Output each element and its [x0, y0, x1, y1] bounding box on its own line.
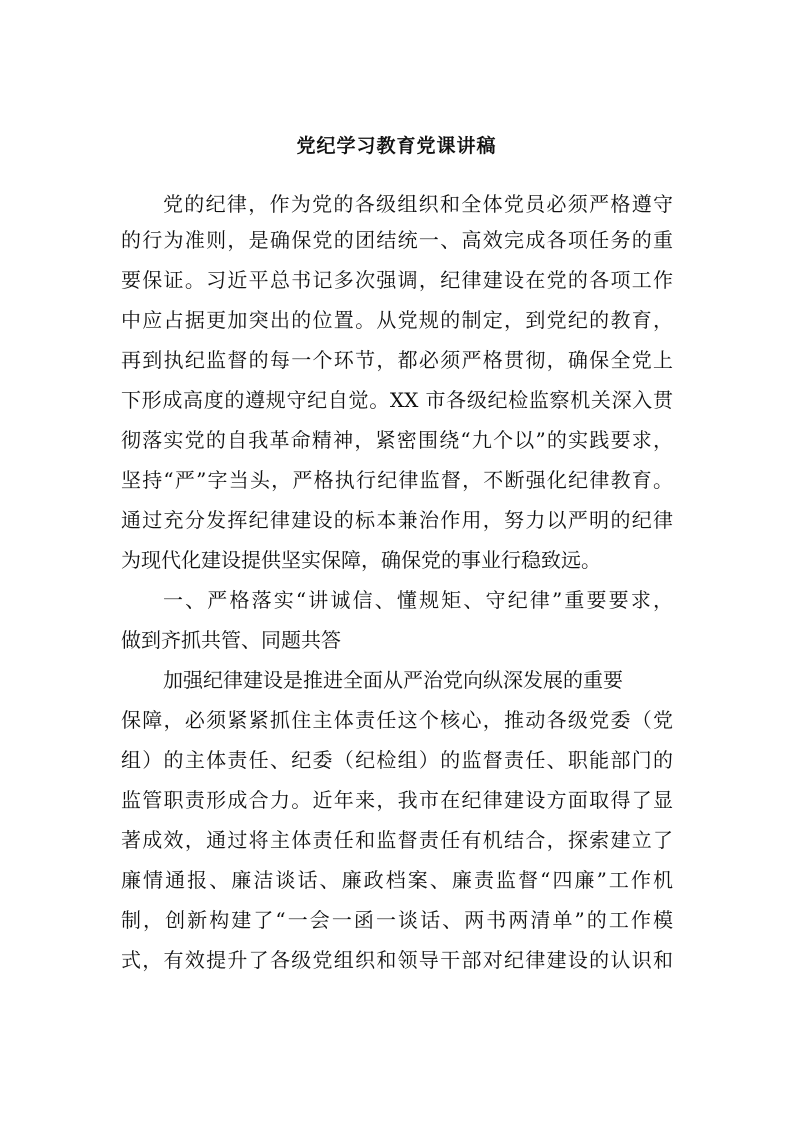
section-heading-line: 做到齐抓共管、同题共答	[121, 628, 341, 652]
paragraph-line: 为现代化建设提供坚实保障，确保党的事业行稳致远。	[121, 548, 601, 572]
paragraph-line: 彻落实党的自我革命精神，紧密围绕“九个以”的实践要求，	[121, 428, 673, 452]
paragraph-line: 著成效，通过将主体责任和监督责任有机结合，探索建立了	[121, 828, 673, 852]
paragraph-line: 式，有效提升了各级党组织和领导干部对纪律建设的认识和	[121, 948, 673, 972]
paragraph-line: 组）的主体责任、纪委（纪检组）的监督责任、职能部门的	[121, 748, 673, 772]
paragraph-line: 加强纪律建设是推进全面从严治党向纵深发展的重要	[163, 668, 623, 692]
paragraph-line: 要保证。习近平总书记多次强调，纪律建设在党的各项工作	[121, 268, 673, 292]
section-heading-line: 一、严格落实“讲诚信、懂规矩、守纪律”重要要求，	[163, 588, 673, 612]
document-title: 党纪学习教育党课讲稿	[296, 135, 497, 157]
paragraph-line: 保障，必须紧紧抓住主体责任这个核心，推动各级党委（党	[121, 708, 673, 732]
paragraph-line: 监管职责形成合力。近年来，我市在纪律建设方面取得了显	[121, 788, 673, 812]
paragraph-line: 廉情通报、廉洁谈话、廉政档案、廉责监督“四廉”工作机	[121, 868, 673, 892]
paragraph-line: 党的纪律，作为党的各级组织和全体党员必须严格遵守	[163, 192, 673, 216]
paragraph-line: 制，创新构建了“一会一函一谈话、两书两清单”的工作模	[121, 908, 673, 932]
paragraph-line: 中应占据更加突出的位置。从党规的制定，到党纪的教育，	[121, 308, 673, 332]
paragraph-line: 通过充分发挥纪律建设的标本兼治作用，努力以严明的纪律	[121, 508, 673, 532]
paragraph-line: 再到执纪监督的每一个环节，都必须严格贯彻，确保全党上	[121, 348, 673, 372]
paragraph-line: 的行为准则，是确保党的团结统一、高效完成各项任务的重	[121, 228, 673, 252]
paragraph-line: 坚持“严”字当头，严格执行纪律监督，不断强化纪律教育。	[121, 468, 673, 492]
paragraph-line: 下形成高度的遵规守纪自觉。XX 市各级纪检监察机关深入贯	[121, 388, 673, 412]
